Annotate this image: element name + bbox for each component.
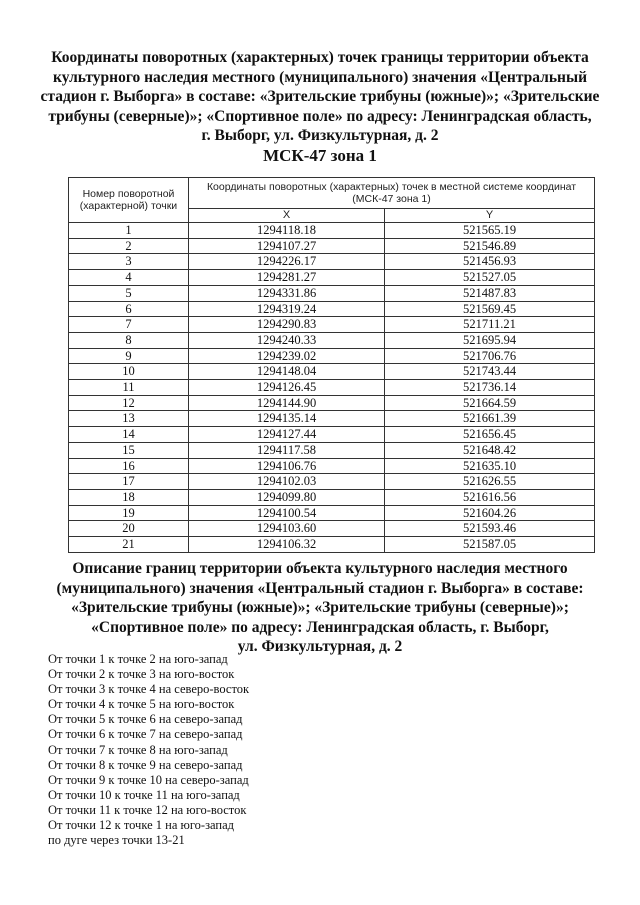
table-row [69,474,595,490]
y-value: 521635.10 [385,458,595,474]
y-value: 521593.46 [385,521,595,537]
y-value: 521648.42 [385,442,595,458]
y-value: 521565.19 [385,223,595,239]
y-value: 521661.39 [385,411,595,427]
y-value: 521626.55 [385,474,595,490]
document-title [40,48,600,166]
point-number: 2 [69,238,189,254]
point-number: 1 [69,223,189,239]
description-line: От точки 4 к точке 5 на юго-восток [48,697,235,712]
description-line: От точки 6 к точке 7 на северо-запад [48,727,243,742]
point-number: 20 [69,521,189,537]
y-value: 521664.59 [385,395,595,411]
point-number: 4 [69,270,189,286]
x-value: 1294106.32 [189,537,385,553]
x-value: 1294281.27 [189,270,385,286]
title-line: трибуны (северные)»; «Спортивное поле» по адресу: Ленинградская область, [48,107,592,125]
description-title-line: Описание границ территории объекта культурного наследия местного [72,560,568,577]
description-line: по дуге через точки 13-21 [48,833,185,848]
table-row [69,458,595,474]
title-line: Координаты поворотных (характерных) точек границы территории объекта [51,49,589,66]
x-value: 1294290.83 [189,317,385,333]
table-row [69,395,595,411]
description-title-line: ул. Физкультурная, д. 2 [237,638,403,655]
header-y: Y [385,209,595,223]
point-number: 11 [69,380,189,396]
table-row [69,285,595,301]
x-value: 1294239.02 [189,348,385,364]
x-value: 1294319.24 [189,301,385,317]
point-number: 18 [69,489,189,505]
x-value: 1294331.86 [189,285,385,301]
point-number: 8 [69,332,189,348]
table-row [69,364,595,380]
point-number: 15 [69,442,189,458]
header-x: X [189,209,385,223]
y-value: 521616.56 [385,489,595,505]
x-value: 1294118.18 [189,223,385,239]
x-value: 1294100.54 [189,505,385,521]
table-row [69,442,595,458]
table-row [69,427,595,443]
table-row [69,505,595,521]
table-row [69,348,595,364]
point-number: 10 [69,364,189,380]
description-line: От точки 5 к точке 6 на северо-запад [48,712,243,727]
y-value: 521604.26 [385,505,595,521]
x-value: 1294226.17 [189,254,385,270]
y-value: 521736.14 [385,380,595,396]
y-value: 521487.83 [385,285,595,301]
y-value: 521546.89 [385,238,595,254]
y-value: 521743.44 [385,364,595,380]
description-title-line: (муниципального) значения «Центральный стадион г. Выборга» в составе: [56,579,584,597]
x-value: 1294102.03 [189,474,385,490]
x-value: 1294117.58 [189,442,385,458]
point-number: 5 [69,285,189,301]
point-number: 6 [69,301,189,317]
point-number: 21 [69,537,189,553]
description-line: От точки 9 к точке 10 на северо-запад [48,772,249,787]
description-title-line: «Зрительские трибуны (южные)»; «Зрительские трибуны (северные)»; [71,599,569,616]
point-number: 16 [69,458,189,474]
table-row [69,254,595,270]
table-row [69,521,595,537]
x-value: 1294127.44 [189,427,385,443]
x-value: 1294099.80 [189,489,385,505]
point-number: 17 [69,474,189,490]
description-line: От точки 2 к точке 3 на юго-восток [48,667,235,682]
point-number: 7 [69,317,189,333]
point-number: 9 [69,348,189,364]
table-row [69,317,595,333]
title-line: культурного наследия местного (муниципального) значения «Центральный [53,68,587,86]
table-row [69,411,595,427]
header-point-number: Номер поворотной (характерной) точки [69,178,189,223]
y-value: 521656.45 [385,427,595,443]
x-value: 1294144.90 [189,395,385,411]
table-row [69,301,595,317]
header-coordinates: Координаты поворотных (характерных) точек в местной системе координат (МСК-47 зона 1) [189,178,595,209]
table-row [69,380,595,396]
x-value: 1294106.76 [189,458,385,474]
y-value: 521711.21 [385,317,595,333]
y-value: 521706.76 [385,348,595,364]
description-line: От точки 7 к точке 8 на юго-запад [48,742,228,757]
description-line: От точки 1 к точке 2 на юго-запад [48,652,228,666]
x-value: 1294107.27 [189,238,385,254]
description-line: От точки 10 к точке 11 на юго-запад [48,787,240,802]
y-value: 521587.05 [385,537,595,553]
point-number: 19 [69,505,189,521]
description-line: От точки 12 к точке 1 на юго-запад [48,818,235,833]
table-row [69,537,595,553]
title-line: г. Выборг, ул. Физкультурная, д. 2 [201,127,439,144]
title-line: стадион г. Выборга» в составе: «Зрительские трибуны (южные)»; «Зрительские [40,88,600,105]
point-number: 13 [69,411,189,427]
boundary-description [48,652,448,848]
description-line: От точки 3 к точке 4 на северо-восток [48,682,250,697]
table-row [69,489,595,505]
point-number: 14 [69,427,189,443]
coordinates-table [68,177,595,553]
description-line: От точки 8 к точке 9 на северо-запад [48,757,243,772]
description-title-line: «Спортивное поле» по адресу: Ленинградская область, г. Выборг, [91,618,549,636]
x-value: 1294240.33 [189,332,385,348]
y-value: 521569.45 [385,301,595,317]
y-value: 521695.94 [385,332,595,348]
table-row [69,270,595,286]
coordinate-system-title: МСК-47 зона 1 [263,145,377,165]
x-value: 1294103.60 [189,521,385,537]
table-row [69,223,595,239]
point-number: 12 [69,395,189,411]
y-value: 521527.05 [385,270,595,286]
x-value: 1294148.04 [189,364,385,380]
description-line: От точки 11 к точке 12 на юго-восток [48,802,247,817]
table-row [69,238,595,254]
table-row [69,332,595,348]
x-value: 1294126.45 [189,380,385,396]
point-number: 3 [69,254,189,270]
y-value: 521456.93 [385,254,595,270]
x-value: 1294135.14 [189,411,385,427]
description-title [40,559,600,657]
